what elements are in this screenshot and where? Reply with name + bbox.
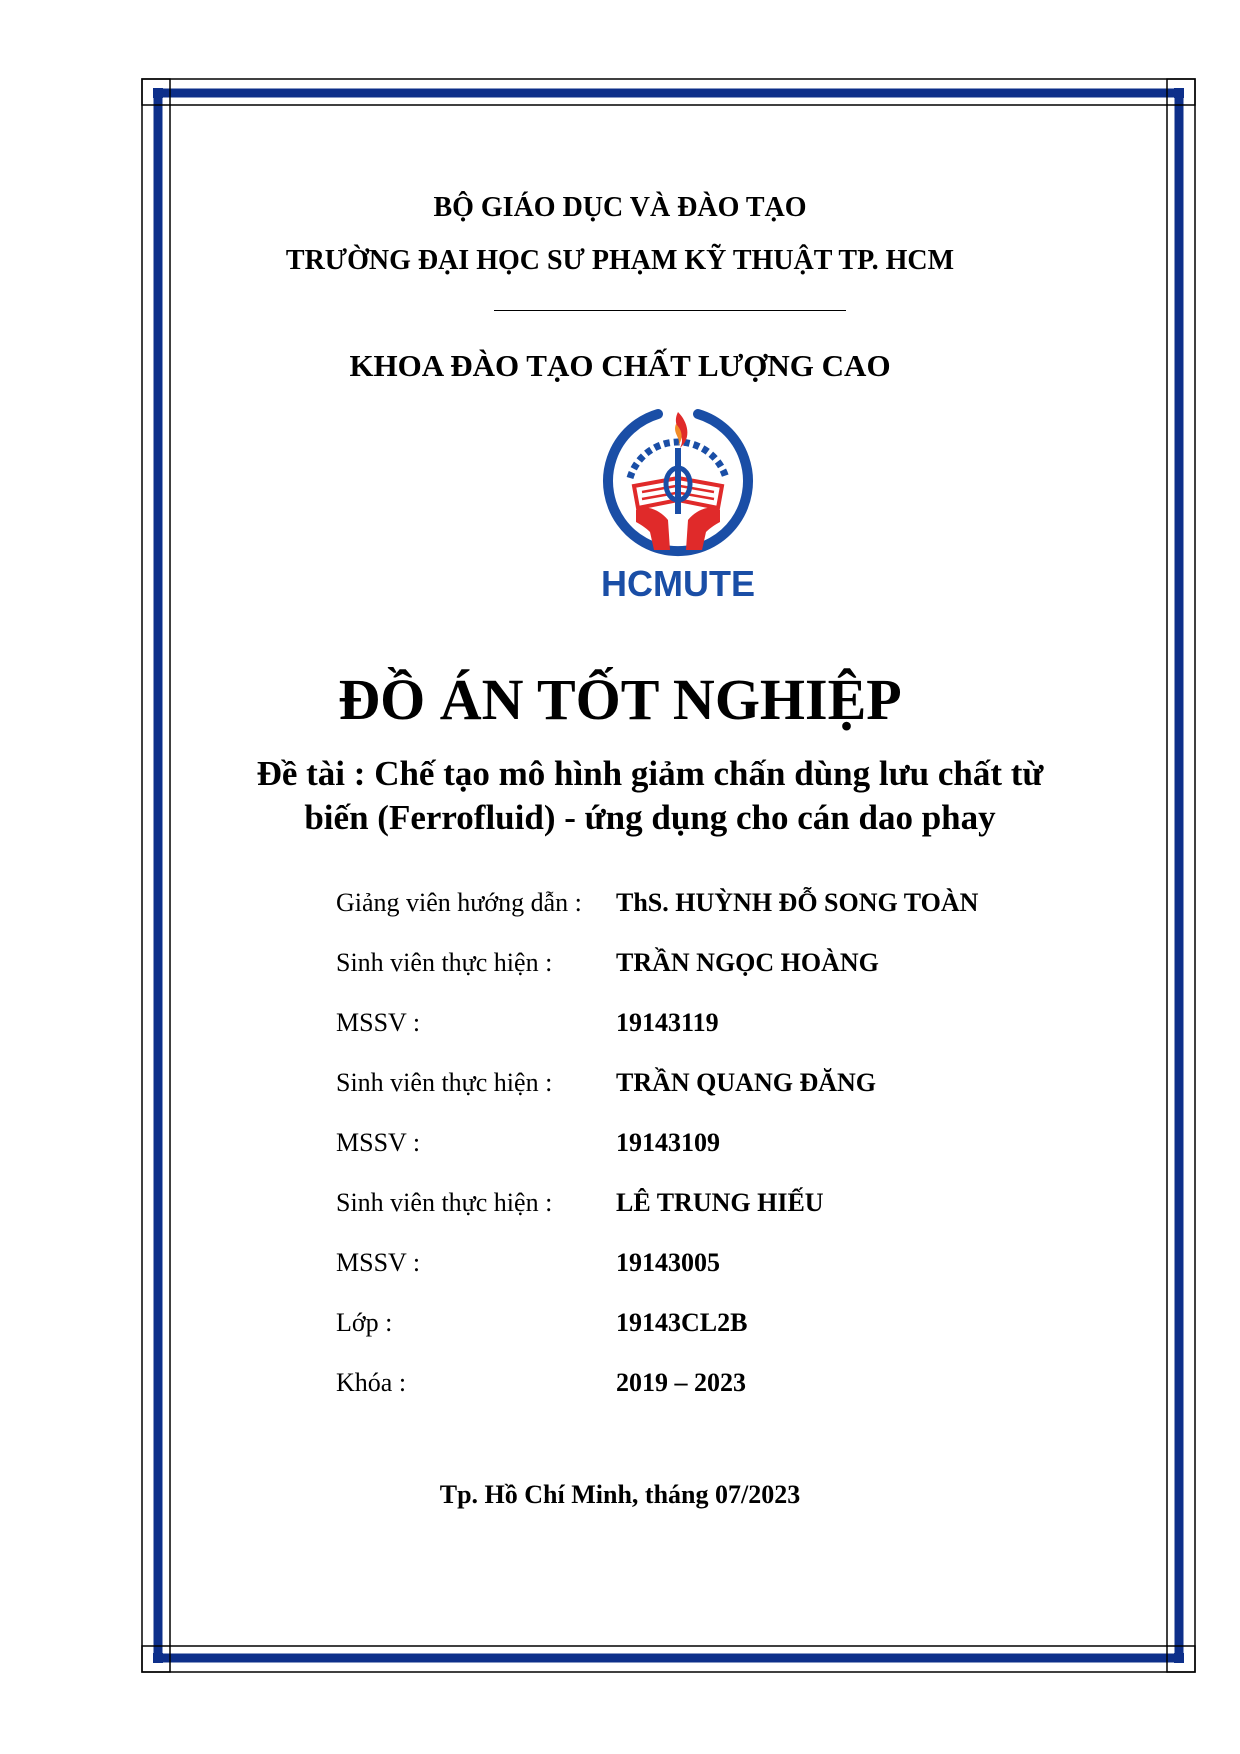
place-date: Tp. Hồ Chí Minh, tháng 07/2023 (439, 1480, 801, 1509)
info-label: Khóa : (336, 1368, 407, 1397)
info-label: Lớp : (336, 1308, 393, 1337)
info-label: MSSV : (336, 1008, 421, 1037)
info-value: 19143109 (616, 1128, 720, 1157)
info-value: TRẦN QUANG ĐĂNG (616, 1068, 876, 1097)
info-value: LÊ TRUNG HIẾU (616, 1188, 824, 1217)
university-logo (596, 400, 760, 602)
info-label: Sinh viên thực hiện : (336, 948, 553, 977)
info-label: Sinh viên thực hiện : (336, 1188, 553, 1217)
info-label: MSSV : (336, 1248, 421, 1277)
info-label: Giảng viên hướng dẫn : (336, 888, 582, 917)
info-value: ThS. HUỲNH ĐỖ SONG TOÀN (616, 888, 979, 917)
document-title: ĐỒ ÁN TỐT NGHIỆP (338, 667, 902, 732)
topic-line-2: biến (Ferrofluid) - ứng dụng cho cán dao phay (304, 798, 996, 837)
info-value: 19143119 (616, 1008, 719, 1037)
info-value: 19143CL2B (616, 1308, 748, 1337)
ministry-heading: BỘ GIÁO DỤC VÀ ĐÀO TẠO (433, 192, 807, 223)
thesis-topic (200, 752, 1100, 840)
logo-wordmark: HCMUTE (601, 563, 755, 602)
info-value: TRẦN NGỌC HOÀNG (616, 948, 879, 977)
university-heading: TRƯỜNG ĐẠI HỌC SƯ PHẠM KỸ THUẬT TP. HCM (285, 245, 955, 276)
info-label: MSSV : (336, 1128, 421, 1157)
info-value: 19143005 (616, 1248, 720, 1277)
info-value: 2019 – 2023 (616, 1368, 746, 1397)
header-divider (494, 310, 846, 311)
info-label: Sinh viên thực hiện : (336, 1068, 553, 1097)
topic-line-1: Đề tài : Chế tạo mô hình giảm chấn dùng lưu chất từ (256, 754, 1044, 793)
faculty-heading: KHOA ĐÀO TẠO CHẤT LƯỢNG CAO (349, 348, 891, 383)
